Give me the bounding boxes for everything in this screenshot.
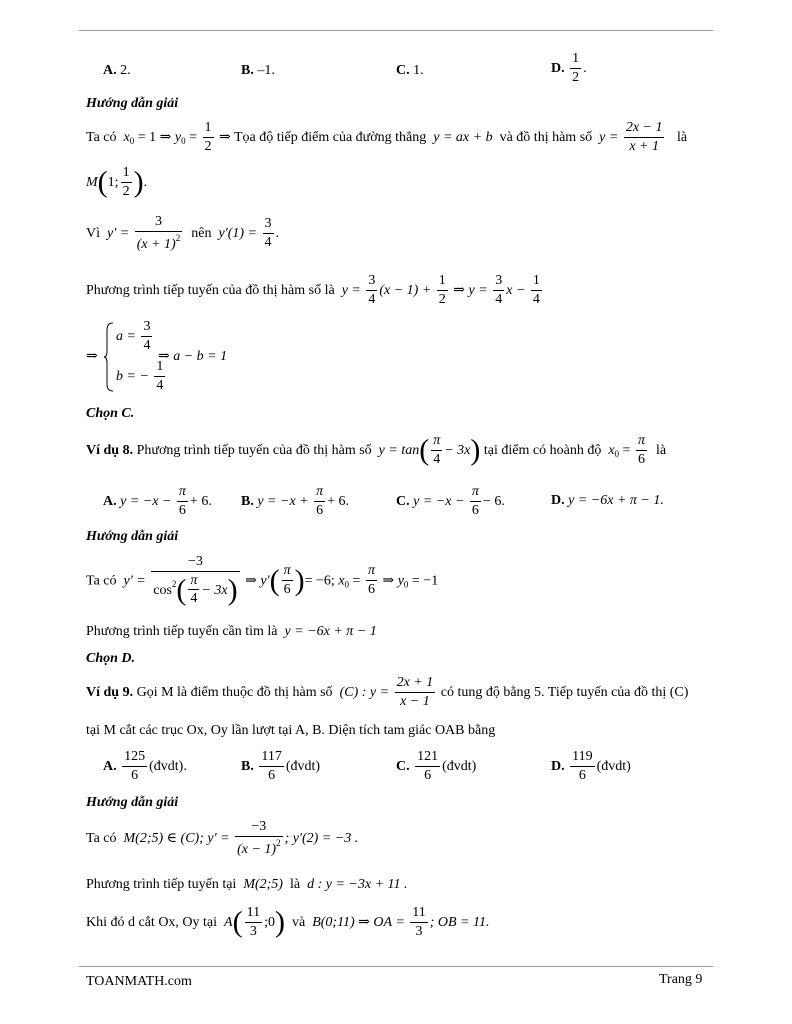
option-b: B. –1. <box>241 63 275 78</box>
ex8-solution-2: Phương trình tiếp tuyến cần tìm là y = −6x + π − 1 <box>86 624 377 639</box>
guide-heading-3: Hướng dẫn giải <box>86 795 179 810</box>
ex9-solution-3: Khi đó d cắt Ox, Oy tại A( $\frac{11}{3}$ ;0) và B(0;11) ⇒ OA = $\frac{11}{3}$ ; OB = 11. <box>86 905 490 939</box>
system-a: a = $\frac{3}{4}$ <box>116 319 151 353</box>
ex9-option-b: B. $\frac{117}{6}$ (đvdt) <box>241 749 321 783</box>
ex9-option-d: D. $\frac{119}{6}$ (đvdt) <box>551 749 631 783</box>
ex8-statement: Ví dụ 8. Phương trình tiếp tuyến của đồ thị hàm số y = tan( $\frac{\pi}{4}$ − 3x) tại điểm có hoành độ $x_0$ = $\frac{\pi}{6}$ là <box>86 433 667 467</box>
ex8-option-a: A. y = −x − $\frac{\pi}{6}$ + 6. <box>103 484 212 518</box>
sol7-line4: Phương trình tiếp tuyến của đồ thị hàm số là y = $\frac{3}{4}$ (x − 1) + $\frac{1}{2}$ ⇒ y = $\frac{3}{4}$ x − $\frac{1}{4}$ <box>86 273 540 307</box>
system-b: b = − $\frac{1}{4}$ <box>116 359 164 393</box>
system-brace <box>104 322 114 392</box>
option-c: C. 1. <box>396 63 424 78</box>
ex9-option-c: C. $\frac{121}{6}$ (đvdt) <box>396 749 477 783</box>
sol7-line1: Ta có $x_0 = 1$ ⇒ $y_0$ = $\frac{1}{2}$ ⇒ Tọa độ tiếp điểm của đường thẳng y = ax + b và đồ thị hàm số y = $\frac{2x - 1}{x + 1}$ là <box>86 120 688 154</box>
choose-d: Chọn D. <box>86 651 136 666</box>
system-result: ⇒ a − b = 1 <box>158 349 228 364</box>
ex8-option-b: B. y = −x + $\frac{\pi}{6}$ + 6. <box>241 484 350 518</box>
sol7-line3: Vì y′ = $\frac{3}{(x + 1)^2}$ nên y′(1) = $\frac{3}{4}$ . <box>86 214 280 252</box>
footer-site: TOANMATH.com <box>86 974 192 989</box>
header-rule <box>79 30 713 31</box>
ex8-solution-1: Ta có y′ = −3 $\cos^2$( $\frac{\pi}{4}$ − 3x) ⇒ y′( $\frac{\pi}{6}$ )= −6; $x_0$ = $\frac{\pi}{6}$ ⇒ $y_0 = -1$ <box>86 554 439 607</box>
ex9-statement-1: Ví dụ 9. Gọi M là điểm thuộc đồ thị hàm số (C) : y = $\frac{2x + 1}{x - 1}$ có tung độ bằng 5. Tiếp tuyến của đồ thị (C) <box>86 675 689 709</box>
ex9-solution-1: Ta có M(2;5) ∈ (C); y′ = $\frac{-3}{(x - 1)^2}$ ; y′(2) = −3 . <box>86 819 359 857</box>
guide-heading-2: Hướng dẫn giải <box>86 529 179 544</box>
system-arrow: ⇒ <box>86 349 98 364</box>
footer-rule <box>79 966 713 967</box>
ex9-solution-2: Phương trình tiếp tuyến tại M(2;5) là d : y = −3x + 11 . <box>86 877 408 892</box>
sol7-line2: M(1; $\frac{1}{2}$ ). <box>86 165 148 199</box>
choose-c: Chọn C. <box>86 406 135 421</box>
ex8-option-d: D. y = −6x + π − 1. <box>551 493 664 508</box>
footer-page-number: Trang 9 <box>659 972 703 987</box>
ex9-option-a: A. $\frac{125}{6}$ (đvdt). <box>103 749 187 783</box>
guide-heading-1: Hướng dẫn giải <box>86 96 179 111</box>
ex9-statement-2: tại M cắt các trục Ox, Oy lần lượt tại A, B. Diện tích tam giác OAB bằng <box>86 723 496 738</box>
option-a: A. 2. <box>103 63 131 78</box>
option-d: D. $\frac{1}{2}$ . <box>551 51 587 85</box>
ex8-option-c: C. y = −x − $\frac{\pi}{6}$ − 6. <box>396 484 505 518</box>
